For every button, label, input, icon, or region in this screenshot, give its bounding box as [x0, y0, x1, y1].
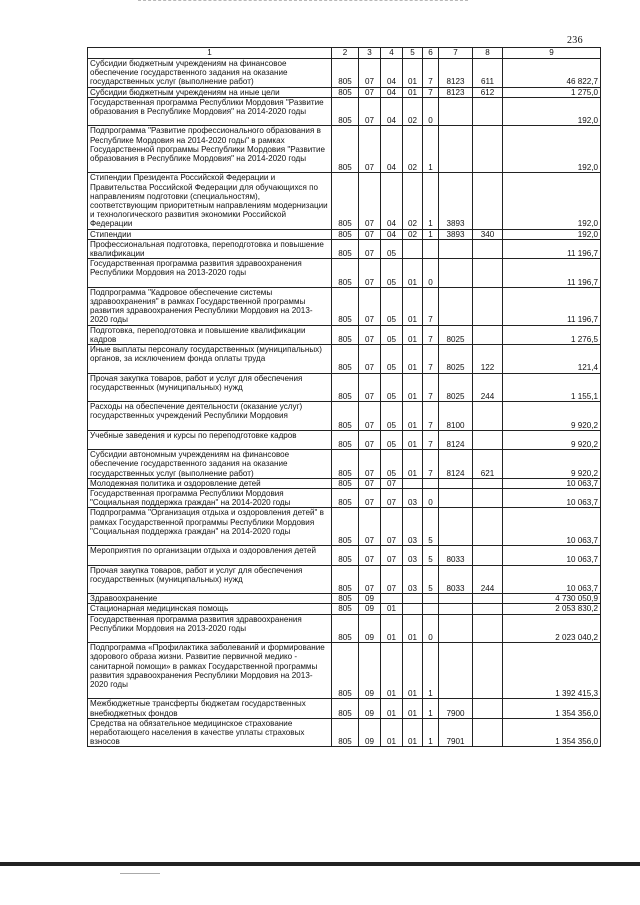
- row-section: 09: [359, 604, 381, 614]
- row-target: [439, 97, 473, 126]
- row-admin-code: 805: [332, 97, 359, 126]
- row-program: [403, 604, 423, 614]
- row-target: [439, 489, 473, 508]
- row-target: 8123: [439, 59, 473, 88]
- row-target: 8124: [439, 450, 473, 479]
- row-admin-code: 805: [332, 87, 359, 97]
- row-subsection: 04: [381, 87, 403, 97]
- row-subsection: 01: [381, 699, 403, 718]
- row-section: 07: [359, 508, 381, 546]
- row-admin-code: 805: [332, 430, 359, 449]
- row-target: [439, 508, 473, 546]
- table-row: [88, 325, 601, 344]
- row-section: 07: [359, 239, 381, 258]
- row-program: 01: [403, 259, 423, 288]
- row-expense-type: [473, 126, 503, 173]
- row-admin-code: 805: [332, 173, 359, 229]
- row-name: Прочая закупка товаров, работ и услуг для обеспечения государственных (муниципальных) нужд: [88, 565, 332, 594]
- row-admin-code: 805: [332, 614, 359, 643]
- row-amount: 11 196,7: [503, 239, 601, 258]
- row-program: 02: [403, 97, 423, 126]
- row-target: [439, 594, 473, 604]
- row-program: 01: [403, 325, 423, 344]
- row-target: [439, 126, 473, 173]
- row-expense-type: [473, 699, 503, 718]
- row-expense-type: 612: [473, 87, 503, 97]
- table-row: [88, 718, 601, 747]
- row-admin-code: 805: [332, 508, 359, 546]
- row-name: Государственная программа развития здравоохранения Республики Мордовия на 2013-2020 годы: [88, 614, 332, 643]
- header-cell: 5: [403, 48, 423, 59]
- row-program: 01: [403, 718, 423, 747]
- row-subprogram: 5: [423, 508, 439, 546]
- row-section: 09: [359, 594, 381, 604]
- row-subprogram: 1: [423, 173, 439, 229]
- row-program: 01: [403, 287, 423, 325]
- row-section: 07: [359, 126, 381, 173]
- table-row: [88, 604, 601, 614]
- row-target: [439, 259, 473, 288]
- row-name: Стипендии Президента Российской Федерации и Правительства Российской Федерации для обучающихся по направлениям подготовки (специальностям), соответствующим приоритетным направлениям модернизации и технологического развития экономики Российской Федерации: [88, 173, 332, 229]
- row-section: 07: [359, 450, 381, 479]
- row-expense-type: [473, 718, 503, 747]
- row-target: [439, 478, 473, 488]
- row-admin-code: 805: [332, 699, 359, 718]
- row-amount: 9 920,2: [503, 450, 601, 479]
- row-admin-code: 805: [332, 229, 359, 239]
- header-cell: 7: [439, 48, 473, 59]
- row-name: Стипендии: [88, 229, 332, 239]
- row-subsection: 07: [381, 565, 403, 594]
- row-subsection: 05: [381, 402, 403, 431]
- row-subsection: 04: [381, 59, 403, 88]
- row-admin-code: 805: [332, 604, 359, 614]
- row-expense-type: [473, 478, 503, 488]
- row-name: Средства на обязательное медицинское страхование неработающего населения в качестве уплаты страховых взносов: [88, 718, 332, 747]
- row-expense-type: [473, 604, 503, 614]
- row-subprogram: 1: [423, 718, 439, 747]
- row-expense-type: 340: [473, 229, 503, 239]
- row-expense-type: [473, 402, 503, 431]
- row-subsection: 01: [381, 643, 403, 699]
- header-cell: 3: [359, 48, 381, 59]
- row-expense-type: [473, 489, 503, 508]
- table-row: [88, 489, 601, 508]
- row-section: 07: [359, 287, 381, 325]
- row-program: 02: [403, 229, 423, 239]
- row-amount: 9 920,2: [503, 430, 601, 449]
- row-program: 01: [403, 450, 423, 479]
- row-program: 01: [403, 373, 423, 402]
- row-expense-type: [473, 546, 503, 565]
- row-section: 07: [359, 489, 381, 508]
- row-program: 01: [403, 402, 423, 431]
- row-section: 07: [359, 325, 381, 344]
- table-row: [88, 450, 601, 479]
- row-amount: 11 196,7: [503, 287, 601, 325]
- row-subprogram: 7: [423, 450, 439, 479]
- table-row: [88, 59, 601, 88]
- row-subprogram: 1: [423, 126, 439, 173]
- row-target: [439, 604, 473, 614]
- row-expense-type: [473, 614, 503, 643]
- row-program: 01: [403, 614, 423, 643]
- table-row: [88, 614, 601, 643]
- row-name: Субсидии бюджетным учреждениям на финансовое обеспечение государственного задания на оказание государственных услуг (выполнение работ): [88, 59, 332, 88]
- row-amount: 2 053 830,2: [503, 604, 601, 614]
- row-section: 07: [359, 546, 381, 565]
- row-amount: 10 063,7: [503, 565, 601, 594]
- row-subsection: 07: [381, 508, 403, 546]
- row-section: 07: [359, 402, 381, 431]
- row-subprogram: 7: [423, 87, 439, 97]
- row-program: 03: [403, 565, 423, 594]
- row-program: [403, 478, 423, 488]
- row-program: 03: [403, 508, 423, 546]
- row-target: 8025: [439, 325, 473, 344]
- row-subprogram: 0: [423, 614, 439, 643]
- table-row: [88, 373, 601, 402]
- row-target: 8025: [439, 345, 473, 374]
- row-subsection: 01: [381, 604, 403, 614]
- row-target: 8033: [439, 546, 473, 565]
- row-subprogram: 7: [423, 59, 439, 88]
- row-subsection: 04: [381, 229, 403, 239]
- header-cell: 9: [503, 48, 601, 59]
- table-row: [88, 87, 601, 97]
- row-subsection: 05: [381, 345, 403, 374]
- row-expense-type: [473, 239, 503, 258]
- row-program: 03: [403, 489, 423, 508]
- row-program: [403, 239, 423, 258]
- row-amount: 4 730 050,9: [503, 594, 601, 604]
- row-name: Здравоохранение: [88, 594, 332, 604]
- row-section: 07: [359, 259, 381, 288]
- row-program: 01: [403, 643, 423, 699]
- row-name: Прочая закупка товаров, работ и услуг для обеспечения государственных (муниципальных) нужд: [88, 373, 332, 402]
- row-subprogram: 5: [423, 546, 439, 565]
- row-target: 3893: [439, 229, 473, 239]
- row-subprogram: 7: [423, 373, 439, 402]
- row-program: [403, 594, 423, 604]
- row-name: Стационарная медицинская помощь: [88, 604, 332, 614]
- table-row: [88, 594, 601, 604]
- table-row: [88, 239, 601, 258]
- row-amount: 1 354 356,0: [503, 699, 601, 718]
- row-subsection: 01: [381, 718, 403, 747]
- row-name: Государственная программа развития здравоохранения Республики Мордовия на 2013-2020 годы: [88, 259, 332, 288]
- row-admin-code: 805: [332, 594, 359, 604]
- header-cell: 1: [88, 48, 332, 59]
- row-subsection: 05: [381, 430, 403, 449]
- row-subprogram: 7: [423, 430, 439, 449]
- row-admin-code: 805: [332, 450, 359, 479]
- row-subsection: 01: [381, 614, 403, 643]
- row-amount: 1 275,0: [503, 87, 601, 97]
- row-amount: 192,0: [503, 229, 601, 239]
- row-name: Субсидии бюджетным учреждениям на иные цели: [88, 87, 332, 97]
- header-row: [88, 48, 601, 59]
- row-section: 09: [359, 643, 381, 699]
- row-name: Подпрограмма "Развитие профессионального образования в Республике Мордовия на 2014-2020 годы" в рамках Государственной программы Республики Мордовия "Развитие образования в Республике Мордовия" на 2014-2020 годы: [88, 126, 332, 173]
- header-cell: 4: [381, 48, 403, 59]
- row-amount: 1 392 415,3: [503, 643, 601, 699]
- row-admin-code: 805: [332, 565, 359, 594]
- row-amount: 121,4: [503, 345, 601, 374]
- row-admin-code: 805: [332, 402, 359, 431]
- table-row: [88, 546, 601, 565]
- row-admin-code: 805: [332, 489, 359, 508]
- row-section: 09: [359, 699, 381, 718]
- row-amount: 1 155,1: [503, 373, 601, 402]
- row-expense-type: [473, 259, 503, 288]
- scan-bottom-artifact: [120, 873, 160, 874]
- row-section: 07: [359, 373, 381, 402]
- row-subsection: 07: [381, 546, 403, 565]
- row-subsection: 07: [381, 489, 403, 508]
- row-expense-type: 611: [473, 59, 503, 88]
- row-amount: 192,0: [503, 173, 601, 229]
- row-target: 8124: [439, 430, 473, 449]
- row-subprogram: 0: [423, 259, 439, 288]
- row-subsection: 05: [381, 259, 403, 288]
- page-number: 236: [567, 35, 583, 46]
- row-subsection: 05: [381, 239, 403, 258]
- table-body: [88, 59, 601, 747]
- row-subsection: 05: [381, 373, 403, 402]
- row-subprogram: [423, 604, 439, 614]
- row-admin-code: 805: [332, 126, 359, 173]
- row-expense-type: [473, 173, 503, 229]
- row-program: 01: [403, 699, 423, 718]
- row-subprogram: 7: [423, 345, 439, 374]
- budget-table: [87, 47, 601, 747]
- row-program: 01: [403, 87, 423, 97]
- row-target: [439, 614, 473, 643]
- row-name: Подготовка, переподготовка и повышение квалификации кадров: [88, 325, 332, 344]
- row-section: 07: [359, 173, 381, 229]
- row-amount: 1 354 356,0: [503, 718, 601, 747]
- table-row: [88, 699, 601, 718]
- row-section: 07: [359, 59, 381, 88]
- table-row: [88, 430, 601, 449]
- header-cell: 8: [473, 48, 503, 59]
- row-amount: 192,0: [503, 97, 601, 126]
- row-expense-type: [473, 643, 503, 699]
- row-expense-type: 244: [473, 373, 503, 402]
- row-amount: 10 063,7: [503, 546, 601, 565]
- row-amount: 9 920,2: [503, 402, 601, 431]
- row-admin-code: 805: [332, 259, 359, 288]
- scan-top-artifact: [138, 0, 468, 4]
- row-admin-code: 805: [332, 478, 359, 488]
- row-amount: 11 196,7: [503, 259, 601, 288]
- row-subsection: [381, 594, 403, 604]
- row-name: Межбюджетные трансферты бюджетам государственных внебюджетных фондов: [88, 699, 332, 718]
- header-cell: 6: [423, 48, 439, 59]
- row-subsection: 04: [381, 97, 403, 126]
- row-amount: 1 276,5: [503, 325, 601, 344]
- table-row: [88, 259, 601, 288]
- row-program: 01: [403, 345, 423, 374]
- row-admin-code: 805: [332, 325, 359, 344]
- row-section: 07: [359, 345, 381, 374]
- row-subsection: 05: [381, 325, 403, 344]
- table-row: [88, 643, 601, 699]
- table-row: [88, 97, 601, 126]
- row-program: 03: [403, 546, 423, 565]
- row-expense-type: [473, 508, 503, 546]
- row-subprogram: 7: [423, 287, 439, 325]
- row-subprogram: [423, 594, 439, 604]
- row-name: Учебные заведения и курсы по переподготовке кадров: [88, 430, 332, 449]
- table-row: [88, 287, 601, 325]
- row-expense-type: [473, 287, 503, 325]
- row-target: 7901: [439, 718, 473, 747]
- row-admin-code: 805: [332, 718, 359, 747]
- row-admin-code: 805: [332, 643, 359, 699]
- row-target: [439, 239, 473, 258]
- row-amount: 10 063,7: [503, 489, 601, 508]
- table-row: [88, 229, 601, 239]
- row-name: Подпрограмма "Организация отдыха и оздоровления детей" в рамках Государственной программы Республики Мордовия "Социальная поддержка граждан" на 2014-2020 годы: [88, 508, 332, 546]
- row-expense-type: [473, 594, 503, 604]
- row-subsection: 07: [381, 478, 403, 488]
- row-amount: 10 063,7: [503, 478, 601, 488]
- row-name: Государственная программа Республики Мордовия "Развитие образования в Республике Мордовия" на 2014-2020 годы: [88, 97, 332, 126]
- row-expense-type: [473, 430, 503, 449]
- row-section: 09: [359, 718, 381, 747]
- scan-bottom-bar: [0, 862, 640, 866]
- table-row: [88, 402, 601, 431]
- row-target: 8025: [439, 373, 473, 402]
- header-cell: 2: [332, 48, 359, 59]
- row-subprogram: 7: [423, 325, 439, 344]
- table-row: [88, 478, 601, 488]
- row-program: 02: [403, 173, 423, 229]
- row-name: Мероприятия по организации отдыха и оздоровления детей: [88, 546, 332, 565]
- row-subprogram: 7: [423, 402, 439, 431]
- row-program: 01: [403, 430, 423, 449]
- row-section: 07: [359, 478, 381, 488]
- row-amount: 192,0: [503, 126, 601, 173]
- table-row: [88, 173, 601, 229]
- row-admin-code: 805: [332, 373, 359, 402]
- row-amount: 2 023 040,2: [503, 614, 601, 643]
- row-expense-type: [473, 97, 503, 126]
- table-row: [88, 565, 601, 594]
- row-name: Расходы на обеспечение деятельности (оказание услуг) государственных учреждений Республики Мордовия: [88, 402, 332, 431]
- table-row: [88, 508, 601, 546]
- row-name: Иные выплаты персоналу государственных (муниципальных) органов, за исключением фонда оплаты труда: [88, 345, 332, 374]
- row-subsection: 04: [381, 126, 403, 173]
- row-name: Подпрограмма «Профилактика заболеваний и формирование здорового образа жизни. Развитие первичной медико - санитарной помощи» в рамках Государственной программы развития здравоохранения Республики Мордовия на 2013-2020 годы: [88, 643, 332, 699]
- row-name: Государственная программа Республики Мордовия "Социальная поддержка граждан" на 2014-2020 годы: [88, 489, 332, 508]
- row-subprogram: 1: [423, 699, 439, 718]
- row-subprogram: 1: [423, 643, 439, 699]
- row-admin-code: 805: [332, 239, 359, 258]
- row-subsection: 05: [381, 450, 403, 479]
- row-expense-type: 122: [473, 345, 503, 374]
- row-target: 8033: [439, 565, 473, 594]
- table-row: [88, 126, 601, 173]
- row-amount: 10 063,7: [503, 508, 601, 546]
- row-subprogram: 0: [423, 489, 439, 508]
- row-section: 09: [359, 614, 381, 643]
- row-name: Молодежная политика и оздоровление детей: [88, 478, 332, 488]
- row-name: Субсидии автономным учреждениям на финансовое обеспечение государственного задания на оказание государственных услуг (выполнение работ): [88, 450, 332, 479]
- row-subsection: 04: [381, 173, 403, 229]
- row-target: [439, 643, 473, 699]
- row-subprogram: 0: [423, 97, 439, 126]
- row-admin-code: 805: [332, 59, 359, 88]
- row-expense-type: [473, 325, 503, 344]
- row-subprogram: 5: [423, 565, 439, 594]
- row-subprogram: [423, 239, 439, 258]
- row-section: 07: [359, 97, 381, 126]
- row-target: 3893: [439, 173, 473, 229]
- row-name: Профессиональная подготовка, переподготовка и повышение квалификации: [88, 239, 332, 258]
- row-section: 07: [359, 430, 381, 449]
- row-target: 8100: [439, 402, 473, 431]
- row-section: 07: [359, 87, 381, 97]
- row-subsection: 05: [381, 287, 403, 325]
- row-program: 02: [403, 126, 423, 173]
- table-row: [88, 345, 601, 374]
- row-program: 01: [403, 59, 423, 88]
- row-expense-type: 244: [473, 565, 503, 594]
- row-subprogram: [423, 478, 439, 488]
- row-target: [439, 287, 473, 325]
- row-admin-code: 805: [332, 345, 359, 374]
- row-amount: 46 822,7: [503, 59, 601, 88]
- row-section: 07: [359, 565, 381, 594]
- row-name: Подпрограмма "Кадровое обеспечение системы здравоохранения" в рамках Государственной программы развития здравоохранения Республики Мордовия на 2013-2020 годы: [88, 287, 332, 325]
- row-subprogram: 1: [423, 229, 439, 239]
- row-admin-code: 805: [332, 287, 359, 325]
- row-expense-type: 621: [473, 450, 503, 479]
- row-admin-code: 805: [332, 546, 359, 565]
- row-section: 07: [359, 229, 381, 239]
- row-target: 8123: [439, 87, 473, 97]
- row-target: 7900: [439, 699, 473, 718]
